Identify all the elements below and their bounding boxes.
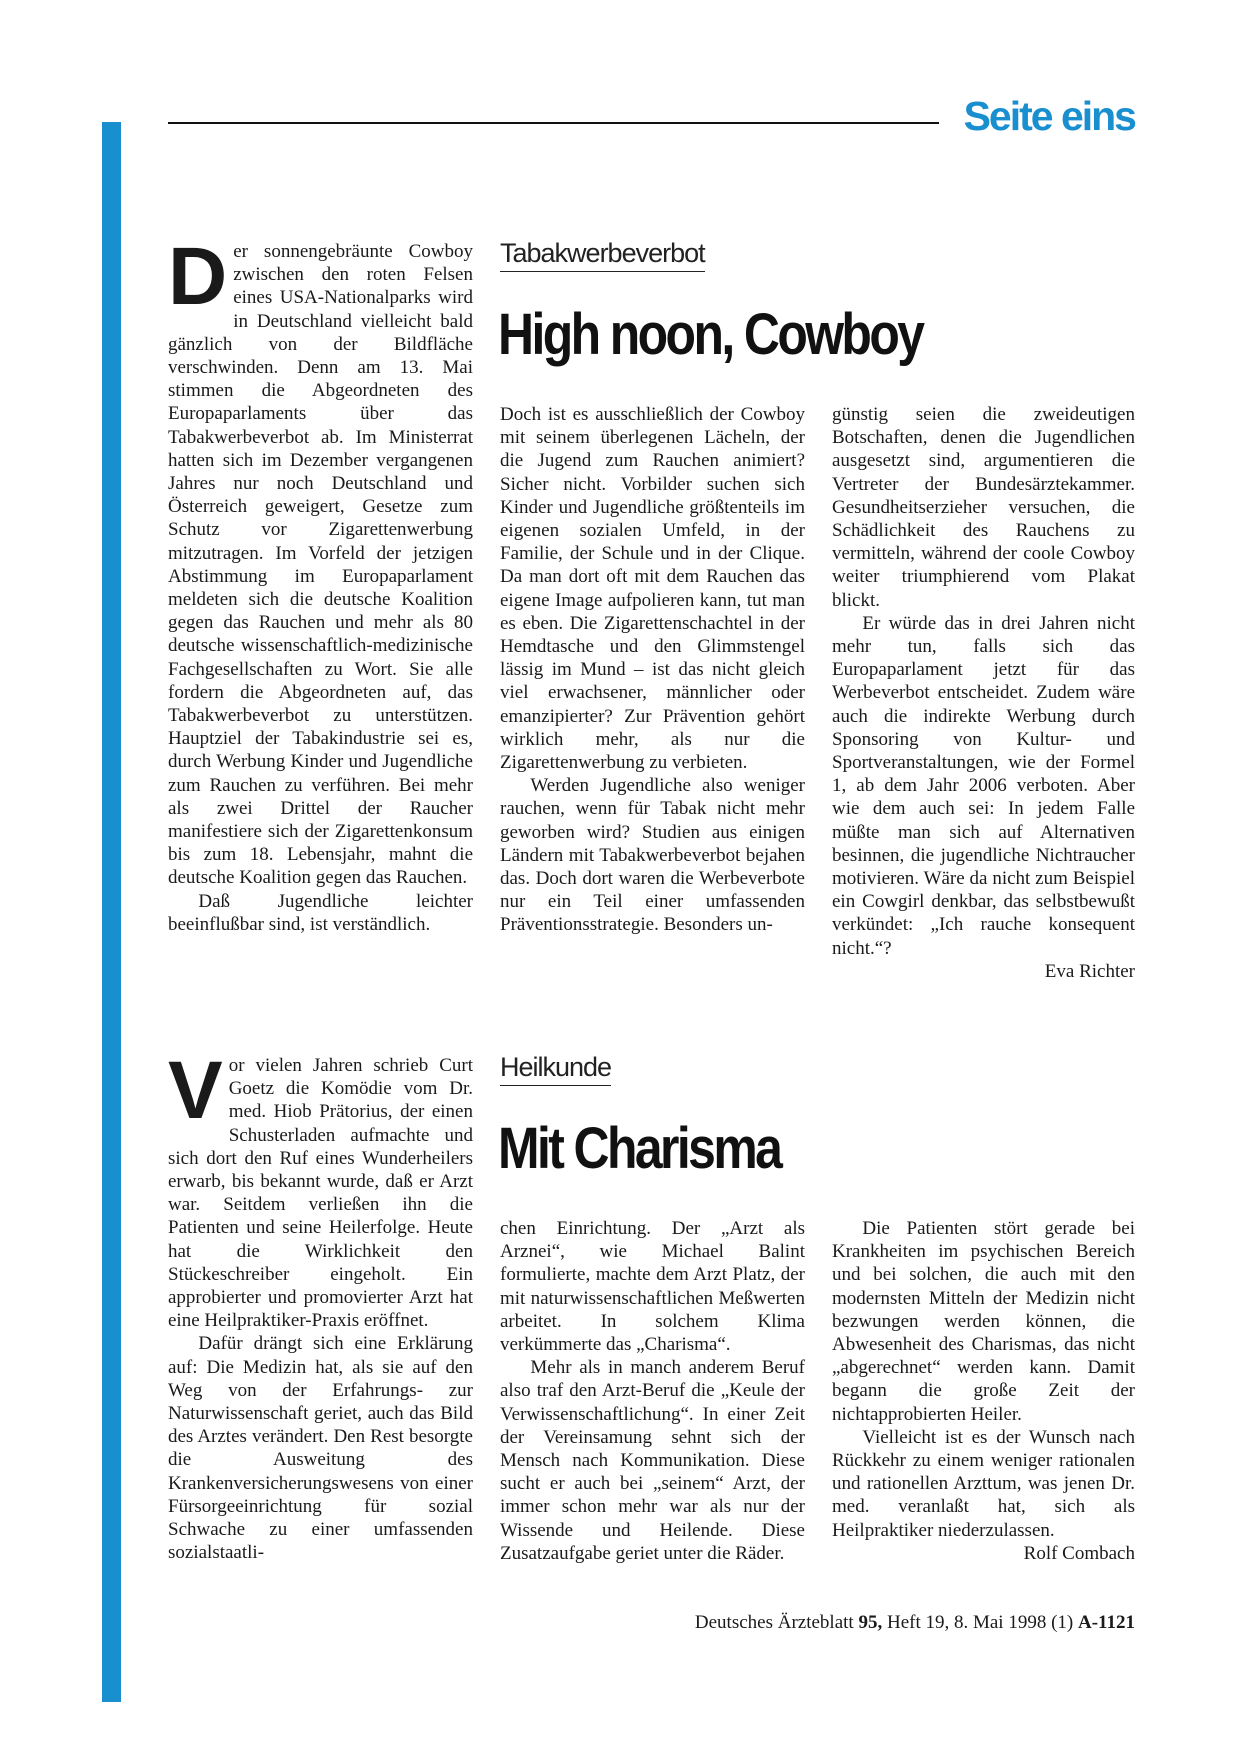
footer-journal: Deutsches Ärzteblatt bbox=[694, 1612, 854, 1633]
article2-col2-paragraph: chen Einrichtung. Der „Arzt als Arznei“, wie Michael Balint formulierte, machte dem Arzt Platz, der mit naturwissenschaftlichen Meßwerten arbeitet. In solchem Klima verkümmerte das „Charisma“. bbox=[500, 1218, 805, 1356]
footer-page-number: A-1121 bbox=[1078, 1612, 1135, 1633]
article1-column-1 bbox=[168, 231, 473, 936]
article2-author: Rolf Combach bbox=[1023, 1542, 1135, 1564]
article2-headline: Mit Charisma bbox=[498, 1116, 781, 1181]
article2-column-1 bbox=[168, 1045, 473, 1564]
article2-col2-paragraph: Mehr als in manch anderem Beruf also traf den Arzt-Beruf die „Keule der Verwissenschaftlichung“. In einer Zeit der Vereinsamung sehnt sich der Mensch nach Kommunikation. Diese sucht er auch bei „seinem“ Arzt, der immer schon mehr war als nur der Wissende und Heilende. Diese Zusatzaufgabe geriet unter die Räder. bbox=[500, 1357, 805, 1564]
article2-kicker: Heilkunde bbox=[500, 1054, 611, 1086]
article2-signature-line bbox=[832, 1542, 1135, 1565]
article1-col1-paragraph: Daß Jugendliche leichter beeinflußbar sind, ist verständlich. bbox=[168, 890, 473, 935]
article2-col3-paragraph: Vielleicht ist es der Wunsch nach Rückkehr zu einem weniger rationalen und rationellen Arzttum, was jenen Dr. med. veranlaßt hat, sich als Heilpraktiker niederzulassen. bbox=[832, 1426, 1135, 1541]
article1-col3-paragraph: günstig seien die zweideutigen Botschaften, denen die Jugendlichen ausgesetzt sind, argumentieren die Vertreter der Bundesärztekammer. Gesundheitserzieher versuchen, die Schädlichkeit des Rauchens zu vermitteln, während der coole Cowboy weiter triumphierend vom Plakat blickt. bbox=[832, 404, 1135, 611]
page-footer bbox=[695, 1612, 1135, 1634]
footer-volume: 95, bbox=[858, 1612, 883, 1633]
article1-column-3 bbox=[832, 403, 1135, 983]
article1-col1-paragraph: er sonnengebräunte Cowboy zwischen den roten Felsen eines USA-Nationalparks wird in Deutschland vielleicht bald gänzlich von der Bildfläche verschwinden. Denn am 13. Mai stimmen die Abgeordneten des Europaparlaments über das Tabakwerbeverbot ab. Im Ministerrat hatten sich im Dezember vergangenen Jahres nur noch Deutschland und Österreich geweigert, Gesetze zum Schutz vor Zigarettenwerbung mitzutragen. Im Vorfeld der jetzigen Abstimmung im Europaparlament meldeten sich die deutsche Koalition gegen das Rauchen und mehr als 80 deutsche wissenschaftlich-medizinische Fachgesellschaften zu Wort. Sie alle fordern die Abgeordneten auf, das Tabakwerbeverbot zu unterstützen. Hauptziel der Tabakindustrie sei es, durch Werbung Kinder und Jugendliche zum Rauchen zu verführen. Bei mehr als zwei Drittel der Raucher manifestiere sich der Zigarettenkonsum bis zum 18. Lebensjahr, mahnt die deutsche Koalition gegen das Rauchen. bbox=[168, 241, 473, 889]
article1-col2-paragraph: Werden Jugendliche also weniger rauchen, wenn für Tabak nicht mehr geworben wird? Studien aus einigen Ländern mit Tabakwerbeverbot bejahen das. Doch dort waren die Werbeverbote nur ein Teil einer umfassenden Präventionsstrategie. Besonders un- bbox=[500, 775, 805, 936]
blue-margin-bar bbox=[102, 122, 121, 1702]
article2-col1-paragraph: Dafür drängt sich eine Erklärung auf: Die Medizin hat, als sie auf den Weg von der Erfahrungs- zur Naturwissenschaft geriet, auch das Bild des Arztes verändert. Den Rest besorgte die Ausweitung des Krankenversicherungswesens von einer Fürsorgeeinrichtung für sozial Schwache zu einer umfassenden sozialstaatli- bbox=[168, 1333, 473, 1564]
article2-column-2 bbox=[500, 1217, 805, 1565]
article1-col3-paragraph: Er würde das in drei Jahren nicht mehr tun, falls sich das Europaparlament jetzt für das Werbeverbot entscheidet. Zudem wäre auch die indirekte Werbung durch Sponsoring von Kultur- und Sportveranstaltungen, wie der Formel 1, ab dem Jahr 2006 verboten. Aber wie dem auch sei: In jedem Falle müßte man sich auf Alternativen besinnen, die jugendliche Nichtraucher motivieren. Wäre da nicht zum Beispiel ein Cowgirl denkbar, das selbstbewußt verkündet: „Ich rauche konsequent nicht.“? bbox=[832, 612, 1135, 959]
article1-column-2 bbox=[500, 403, 805, 937]
article1-col2-paragraph: Doch ist es ausschließlich der Cowboy mit seinem überlegenen Lächeln, der die Jugend zum Rauchen animiert? Sicher nicht. Vorbilder suchen sich Kinder und Jugendliche größtenteils im eigenen sozialen Umfeld, in der Familie, der Schule und in der Clique. Da man dort oft mit dem Rauchen das eigene Image aufpolieren kann, tut man es eben. Die Zigarettenschachtel in der Hemdtasche und den Glimmstengel lässig im Mund – ist das nicht gleich viel erwachsener, männlicher oder emanzipierter? Zur Prävention gehört wirklich mehr, als nur die Zigarettenwerbung zu verbieten. bbox=[500, 404, 805, 774]
article1-dropcap: D bbox=[168, 231, 228, 322]
page-label: Seite eins bbox=[963, 93, 1135, 139]
article1-kicker: Tabakwerbeverbot bbox=[500, 240, 705, 272]
article2-column-3 bbox=[832, 1217, 1135, 1565]
footer-issue: Heft 19, 8. Mai 1998 (1) bbox=[886, 1612, 1074, 1633]
article1-headline: High noon, Cowboy bbox=[498, 302, 923, 367]
header-rule bbox=[168, 122, 939, 124]
article2-dropcap: V bbox=[168, 1045, 223, 1136]
article2-col1-paragraph: or vielen Jahren schrieb Curt Goetz die Komödie vom Dr. med. Hiob Prätorius, der einen Schusterladen aufmachte und sich dort den Ruf eines Wunderheilers erwarb, bis bekannt wurde, daß er Arzt war. Seitdem verließen ihn die Patienten und seine Heilerfolge. Heute hat die Wirklichkeit den Stückeschreiber eingeholt. Ein approbierter und promovierter Arzt hat eine Heilpraktiker-Praxis eröffnet. bbox=[168, 1055, 473, 1332]
article1-signature-line bbox=[832, 960, 1135, 983]
article1-author: Eva Richter bbox=[1044, 960, 1135, 982]
article2-col3-paragraph: Die Patienten stört gerade bei Krankheiten im psychischen Bereich und bei solchen, die auch mit den modernsten Mitteln der Medizin nicht bezwungen werden können, die Abwesenheit des Charismas, das nicht „abgerechnet“ werden kann. Damit begann die große Zeit der nichtapprobierten Heiler. bbox=[832, 1218, 1135, 1425]
